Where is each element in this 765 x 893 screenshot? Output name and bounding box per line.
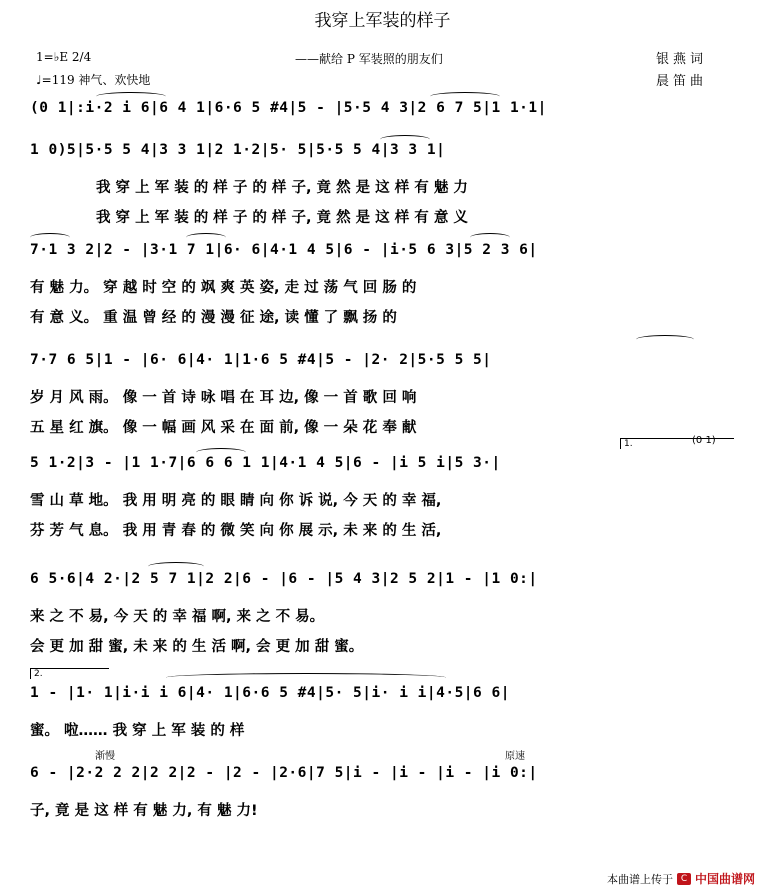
notation-line: 1 0)5|5·5 5 4|3 3 1|2 1·2|5· 5|5·5 5 4|3 3 1| [30, 142, 446, 158]
upload-text: 本曲谱上传于 [606, 872, 673, 886]
lyric-line: 会 更 加 甜 蜜, 未 来 的 生 活 啊, 会 更 加 甜 蜜。 [30, 639, 364, 655]
slur-mark [430, 92, 500, 101]
slur-mark [196, 448, 246, 457]
notation-line: 6 - |2·2 2 2|2 2|2 - |2 - |2·6|7 5|i - |i - |i - |i 0:| [30, 765, 538, 781]
lyric-line: 蜜。 啦…… 我 穿 上 军 装 的 样 [30, 723, 245, 739]
upload-footer [607, 870, 755, 887]
lyric-line: 有 魅 力。 穿 越 时 空 的 飒 爽 英 姿, 走 过 荡 气 回 肠 的 [30, 280, 417, 296]
lyric-line: 有 意 义。 重 温 曾 经 的 漫 漫 征 途, 读 懂 了 飘 扬 的 [30, 310, 397, 326]
slur-mark [30, 233, 70, 242]
score-title: 我穿上军装的样子 [314, 11, 451, 31]
notation-line: 1 - |1· 1|i·i i 6|4· 1|6·6 5 #4|5· 5|i· i i|4·5|6 6| [30, 685, 510, 701]
slur-mark [96, 92, 166, 101]
slur-mark [470, 233, 510, 242]
lyric-line: 我 穿 上 军 装 的 样 子 的 样 子, 竟 然 是 这 样 有 意 义 [96, 210, 468, 226]
notation-line: 7·7 6 5|1 - |6· 6|4· 1|1·6 5 #4|5 - |2· 2|5·5 5 5| [30, 352, 492, 368]
lyric-line: 雪 山 草 地。 我 用 明 亮 的 眼 睛 向 你 诉 说, 今 天 的 幸 福, [30, 493, 442, 509]
composer-credit: 晨笛曲 [656, 74, 708, 89]
volta-bracket: 1. [620, 438, 734, 449]
lyric-line: 岁 月 风 雨。 像 一 首 诗 咏 唱 在 耳 边, 像 一 首 歌 回 响 [30, 390, 417, 406]
lyric-line: 芬 芳 气 息。 我 用 青 春 的 微 笑 向 你 展 示, 未 来 的 生 活, [30, 523, 442, 539]
notation-line: (0 1|:i·2 i 6|6 4 1|6·6 5 #4|5 - |5·5 4 3|2 6 7 5|1 1·1| [30, 100, 547, 116]
slur-mark [380, 135, 430, 144]
lyric-line: 我 穿 上 军 装 的 样 子 的 样 子, 竟 然 是 这 样 有 魅 力 [96, 180, 468, 196]
slur-mark [166, 673, 446, 682]
site-name: 中国曲谱网 [694, 872, 755, 886]
lyric-line: 来 之 不 易, 今 天 的 幸 福 啊, 来 之 不 易。 [30, 609, 325, 625]
notation-line: 5 1·2|3 - |1 1·7|6 6 6 1 1|4·1 4 5|6 - |i 5 i|5 3·| [30, 455, 501, 471]
volta-bracket: 2. [30, 668, 109, 679]
tempo-marking: ♩=119 神气、欢快地 [36, 73, 151, 87]
slur-mark [636, 335, 694, 344]
slur-mark [148, 562, 204, 571]
score-subtitle: ——献给 P 军装照的朋友们 [295, 52, 443, 66]
notation-line: 6 5·6|4 2·|2 5 7 1|2 2|6 - |6 - |5 4 3|2 5 2|1 - |1 0:| [30, 571, 538, 587]
site-logo-icon: C [677, 873, 691, 885]
lyric-line: 子, 竟 是 这 样 有 魅 力, 有 魅 力! [30, 803, 258, 819]
lyricist-credit: 银燕词 [656, 52, 708, 67]
lyric-line: 五 星 红 旗。 像 一 幅 画 风 采 在 面 前, 像 一 朵 花 奉 献 [30, 420, 417, 436]
key-signature: 1=♭E 2/4 [36, 50, 92, 64]
tempo-change-marker: (0 1) [692, 435, 716, 446]
notation-line: 7·1 3 2|2 - |3·1 7 1|6· 6|4·1 4 5|6 - |i·5 6 3|5 2 3 6| [30, 242, 538, 258]
slur-mark [186, 233, 226, 242]
tempo-change-marker: 渐慢 [95, 751, 115, 762]
tempo-change-marker: 原速 [505, 751, 525, 762]
